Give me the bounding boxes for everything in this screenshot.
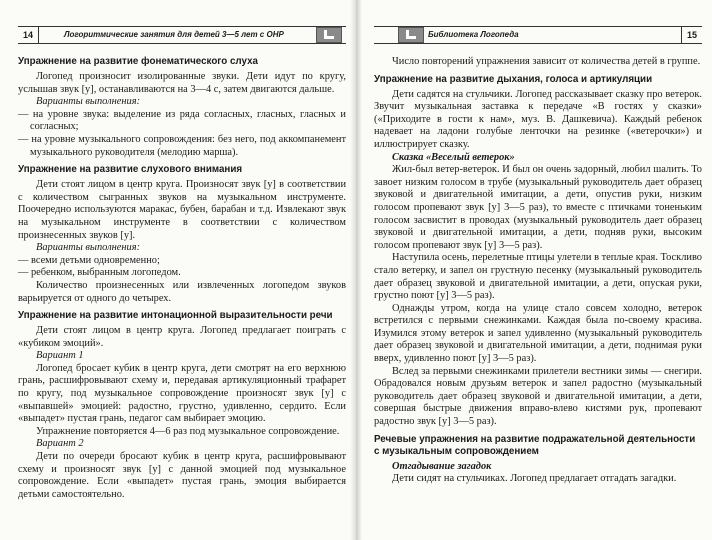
publisher-logo-icon (398, 27, 424, 43)
right-page-number: 15 (681, 27, 702, 43)
paragraph: Количество произнесенных или извлеченных логопедом звуков варьируется от одного до четырех. (18, 279, 346, 304)
section-heading: Упражнение на развитие интонационной выразительности речи (18, 310, 333, 322)
right-header-title: Библиотека Логопеда (428, 30, 519, 39)
paragraph: Дети садятся на стульчики. Логопед рассказывает сказку про ветерок. Звучит музыкальная заставка к передаче «В гостях у сказки» («Приходите в гости к нам», муз. В. Дашкевича). Каждый ребенок надевает на ладони голубые ленточки на резинке («ветерочки») и иллюстрирует сказку. (374, 88, 702, 150)
paragraph: Число повторений упражнения зависит от количества детей в группе. (392, 56, 701, 67)
variant-label: Вариант 2 (36, 438, 84, 450)
left-running-header (18, 26, 346, 44)
right-running-header (374, 26, 702, 44)
left-header-title: Логоритмические занятия для детей 3—5 лет с ОНР (64, 30, 284, 39)
paragraph: Дети стоят лицом в центр круга. Логопед предлагает поиграть с «кубиком эмоций». (18, 325, 346, 349)
variants-label: Варианты выполнения: (36, 96, 141, 108)
paragraph: Однажды утром, когда на улице стало совсем холодно, ветерок встретился с первыми снежинками. Каждая была по-своему красива. Изумился этому ветерок и запел удивленно (музыкальный руководитель дает образец звуковой и двигательной имитации, а дети, поднимая руки вверх, удивленно поют [у] 3—5 раз). (374, 302, 702, 365)
tale-title: Сказка «Веселый ветерок» (392, 151, 515, 163)
section-heading: Речевые упражнения на развитие подражательной деятельности с музыкальным сопровождением (374, 433, 696, 457)
paragraph: Вслед за первыми снежинками прилетели вестники зимы — снегири. Обрадовался новым друзьям ветерок и запел радостно (музыкальный руководитель дает образец звуковой и двигательной имитации, а дети, совершая быстрые движения вправо-влево кистями рук, пропевают радостно звук [у] 3—5 раз). (374, 365, 702, 428)
list-item: — ребенком, выбранным логопедом. (18, 267, 181, 279)
list-item: — на уровне звука: выделение из ряда согласных, гласных, гласных и согласных; (18, 108, 346, 133)
left-page (0, 0, 352, 540)
section-heading: Упражнение на развитие слухового внимания (18, 164, 243, 176)
paragraph: Наступила осень, перелетные птицы улетели в теплые края. Тоскливо стало ветерку, и запел он грустную песенку (музыкальный руководитель дает образец звуковой и двигательной имитации, а дети, опуская руки, грустно поют [у] 3—5 раз). (374, 252, 702, 302)
section-heading: Упражнение на развитие дыхания, голоса и артикуляции (374, 73, 653, 85)
left-page-number: 14 (18, 27, 39, 43)
subsection-title: Отгадывание загадок (392, 460, 492, 472)
paragraph: Дети сидят на стульчиках. Логопед предлагает отгадать загадки. (392, 473, 677, 485)
variant-label: Вариант 1 (36, 350, 84, 362)
section-heading: Упражнение на развитие фонематического слуха (18, 56, 258, 67)
list-item: — всеми детьми одновременно; (18, 254, 160, 266)
paragraph: Дети по очереди бросают кубик в центр круга, расшифровывают схему и произносят звук [у] с данной эмоцией под музыкальное сопровождение. Если «выпадет» пустая грань, эмоция выбирается детьми самостоятельно. (18, 451, 346, 500)
right-page-body (374, 56, 702, 486)
variants-label: Варианты выполнения: (36, 242, 141, 254)
right-page (360, 0, 712, 540)
paragraph: Логопед бросает кубик в центр круга, дети смотрят на его верхнюю грань, расшифровывают схему и, передавая артикуляционный трафарет по кругу, под музыкальное сопровождение произносят звук [у] с «выпавшей» эмоцией: радостно, грустно, удивленно, сердито. Если «выпадет» пустая грань, педагог сам выбирает эмоцию. (18, 362, 346, 425)
paragraph: Логопед произносит изолированные звуки. Дети идут по кругу, услышав звук [у], останавливаются на 3—4 с, затем двигаются дальше. (18, 71, 346, 95)
left-page-body (18, 56, 346, 501)
list-item: — на уровне музыкального сопровождения: без него, под аккомпанемент музыкального руководителя (мелодию марша). (18, 133, 346, 158)
paragraph: Жил-был ветер-ветерок. И был он очень задорный, любил шалить. То завоет низким голосом в трубе (музыкальный руководитель дает образец звуковой и двигательной имитации, а дети, опустив руки, низким голосом пропевают звук [у] 3—5 раз), то вместе с птичками тоненьким голосом засвистит в проводах (музыкальный руководитель дает образец звуковой и двигательной имитации, а дети, подняв руки, высоким голосом пропевают звук [у] 3—5 раз). (374, 164, 702, 251)
paragraph: Дети стоят лицом в центр круга. Произносят звук [у] в соответствии с количеством сыгранных звуков на музыкальном инструменте. Поочередно используются маракас, бубен, барабан и т.д. Извлекают звук на музыкальном инструменте в соответствии с количеством произнесенных звуков [у]. (18, 179, 346, 241)
publisher-logo-icon (316, 27, 342, 43)
paragraph: Упражнение повторяется 4—6 раз под музыкальное сопровождение. (36, 425, 340, 437)
